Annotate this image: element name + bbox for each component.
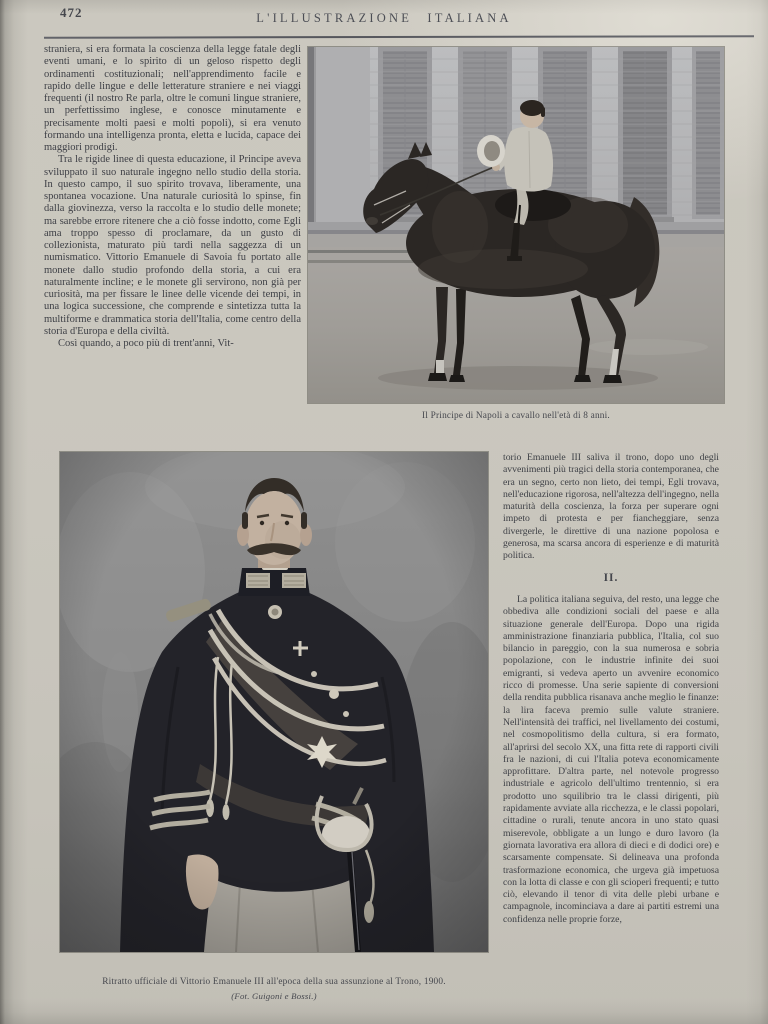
page-number: 472 bbox=[60, 5, 83, 20]
left-text-column bbox=[44, 44, 301, 350]
portrait-photo-credit: (Fot. Guigoni e Bossi.) bbox=[231, 990, 317, 1001]
paragraph-continued-from-previous-page: straniera, si era formata la coscienza della legge fatale degli eventi umani, e lo spirito di un geloso rispetto degli ordinamenti costituzionali; nell'apprendimento facile e rapido delle lingue e delle letterature straniere e nei viaggi frequenti (il nostro Re parla, oltre le comuni lingue straniere, un perfettissimo inglese, e conosce minutamente e precisamente molti paesi e molti popoli), si era venuto formando una intelligenza pronta, eletta e lucida, capace dei maggiori prodigi. bbox=[44, 44, 301, 153]
paragraph-continuation: torio Emanuele III saliva il trono, dopo uno degli avvenimenti più tragici della storia contemporanea, che era un segno, certo non lieto, dei tempi, Egli trovava, nell'educazione rigorosa, nell'altezza dell'ingegno, nella maturità della coscienza, la forza per superare ogni impeto di protesta e per fiancheggiare, senza divergerle, le direttive di una nazione popolosa e generosa, ma scarsa ancora di esperienze e di maturità politica. bbox=[503, 452, 719, 562]
portrait-photo-caption: Ritratto ufficiale di Vittorio Emanuele III all'epoca della sua assunzione al Trono, 1900. bbox=[102, 977, 446, 987]
section-heading: II. bbox=[603, 571, 619, 584]
masthead-title: L'ILLUSTRAZIONE ITALIANA bbox=[256, 11, 512, 25]
horse-photo-image bbox=[308, 47, 724, 403]
right-text-column bbox=[503, 452, 719, 926]
figure-royal-portrait bbox=[60, 452, 488, 1003]
paragraph: La politica italiana seguiva, del resto, una legge che obbediva alle condizioni sociali del paese e alla situazione generale dell'Europa. Dopo una rigida amministrazione finanziaria pubblica, l'Italia, col suo bilancio in pareggio, con la sua numerosa e sobria popolazione, con le industrie infinite dei suoi emigranti, si vedeva aperto un avvenire economico ricco di promesse. Una serie sapiente di conversioni della rendita pubblica risanava anche meglio le finanze: la lira faceva premio sulle valute straniere. Nell'intensità dei traffici, nel livellamento dei costumi, nel cosmopolitismo della cultura, si era formato, all'aprirsi del secolo XX, una fitta rete di rapporti civili fra le nazioni, di cui l'Italia poteva economicamente approfittare. D'altra parte, nel notevole progresso industriale e agricolo dell'ultimo trentennio, si era prodotto uno squilibrio tra le classi dirigenti, più rapidamente avviate alla ricchezza, e le classi popolari, cittadine o rurali, tenute ancora in uno stato quasi miserevole, obbligate a un lungo e duro lavoro (la giornata lavorativa era allora di dieci e di dodici ore) e scarsamente compensate. Si delineava una profonda trasformazione economica, che urgeva già impetuosa con la lotta di classe e con gli scioperi frequenti; e tutto ciò, elevando il tenor di vita delle plebi urbane e campagnole, incominciava a dare ai partiti estremi una confidenza nelle proprie forze, bbox=[503, 593, 719, 925]
portrait-photo-image bbox=[60, 452, 488, 952]
paragraph-continues-right-column: Così quando, a poco più di trent'anni, Vit- bbox=[58, 338, 234, 349]
horse-photo-caption: Il Principe di Napoli a cavallo nell'età di 8 anni. bbox=[422, 411, 610, 421]
figure-prince-on-horseback bbox=[308, 47, 724, 421]
header-rule bbox=[44, 35, 754, 38]
paragraph: Tra le rigide linee di questa educazione, il Principe aveva sviluppato il suo naturale ingegno nello studio della storia. In questo campo, il suo spirito trovava, liberamente, una spontanea vocazione. Una naturale curiosità lo spinse, fin dalla giovinezza, verso la raccolta e lo studio delle monete; ma sarebbe errore ritenere che a ciò fosse indotto, come Egli ama troppo spesso di proclamare, da un gusto di collezionista, maturato più tardi nella saggezza di un numismatico. Vittorio Emanuele di Savoia fu portato alle monete dallo studio profondo della storia, a cui era naturalmente incline; e le monete gli servirono, non già per curiosità, ma per fissare le linee delle vicende dei tempi, in una logica successione, che comprende e sintetizza tutta la multiforme e drammatica storia dell'Italia, come centro della storia d'Europa e della civiltà. bbox=[44, 154, 301, 337]
